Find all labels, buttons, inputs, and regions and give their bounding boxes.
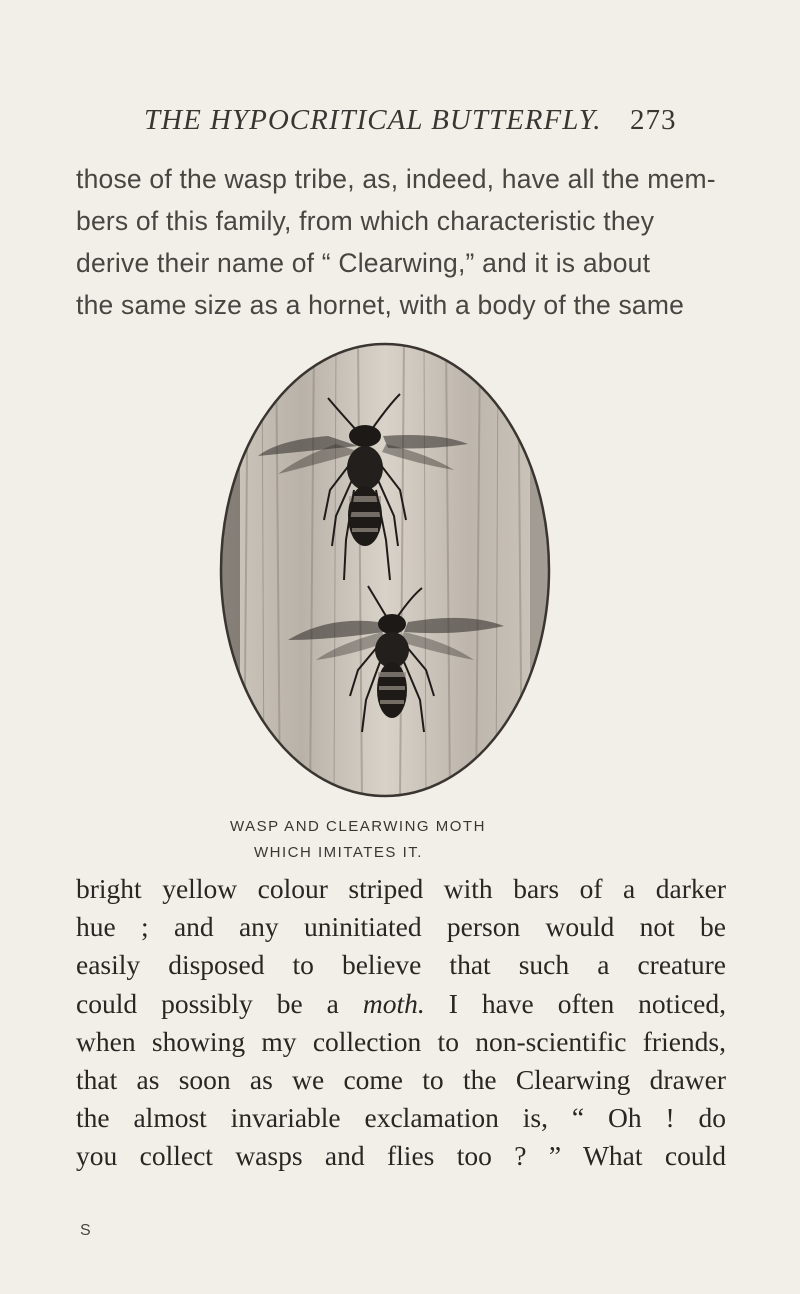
text-line: bright yellow colour striped with bars of a darker bbox=[76, 873, 726, 904]
text-line: the same size as a hornet, with a body of the same bbox=[76, 290, 685, 320]
text-line: hue ; and any uninitiated person would not be bbox=[76, 911, 726, 943]
text-line: you collect wasps and flies too ? ” What could bbox=[76, 1140, 726, 1172]
wasp-and-moth-illustration bbox=[218, 340, 552, 800]
text-line: the almost invariable exclamation is, “ Oh ! do bbox=[76, 1102, 726, 1134]
running-head bbox=[144, 104, 744, 137]
text-line: that as soon as we come to the Clearwing drawer bbox=[76, 1064, 726, 1096]
running-head-title: THE HYPOCRITICAL BUTTERFLY. bbox=[144, 104, 602, 136]
text-line bbox=[76, 985, 726, 1023]
text-line: bers of this family, from which characteristic they bbox=[76, 206, 655, 236]
figure-caption-line-2: WHICH IMITATES IT. bbox=[254, 844, 423, 861]
italic-word-moth: moth. bbox=[362, 987, 425, 1019]
body-paragraph bbox=[76, 870, 726, 1176]
signature-mark: S bbox=[80, 1222, 91, 1239]
text-line: derive their name of “ Clearwing,” and it is about bbox=[76, 248, 651, 278]
text-segment: could possibly be a bbox=[76, 987, 363, 1019]
text-line: those of the wasp tribe, as, indeed, have all the mem- bbox=[76, 164, 716, 194]
text-line: easily disposed to believe that such a creature bbox=[76, 949, 726, 981]
figure-caption-line-1: WASP AND CLEARWING MOTH bbox=[230, 818, 486, 835]
text-line: when showing my collection to non-scientific friends, bbox=[76, 1025, 726, 1057]
text-segment: I have often noticed, bbox=[424, 987, 726, 1019]
page-number: 273 bbox=[630, 104, 677, 136]
top-paragraph bbox=[76, 158, 736, 326]
